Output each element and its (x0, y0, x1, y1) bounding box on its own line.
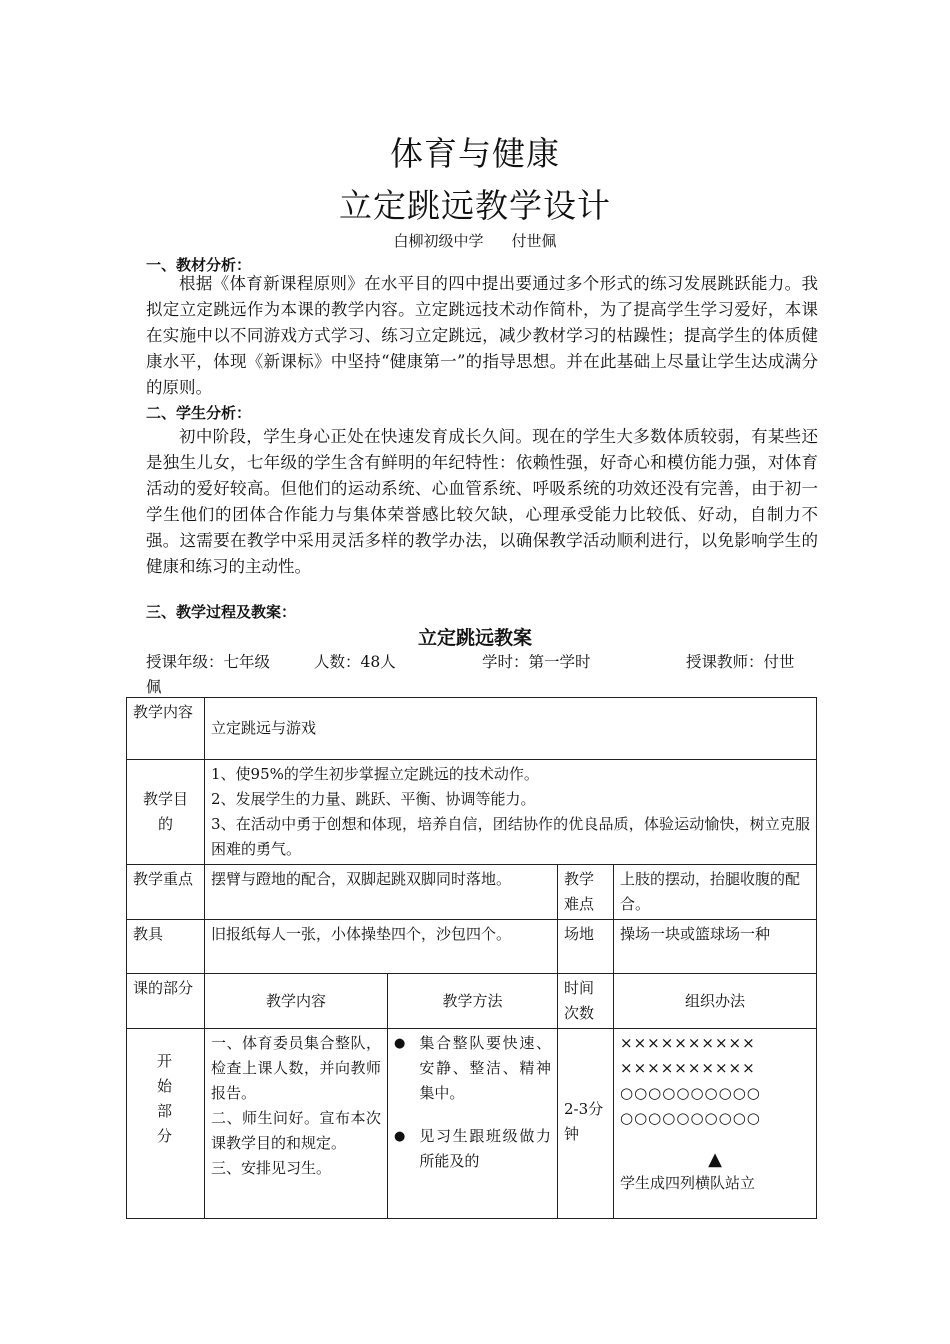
formation-caption: 学生成四列横队站立 (620, 1174, 756, 1192)
row-teaching-goals (127, 760, 817, 865)
lesson-plan-title: 立定跳远教案 (417, 627, 532, 649)
section-2-text: 初中阶段，学生身心正处在快速发育成长久间。现在的学生大多数体质较弱，有某些还是独生儿女，七年级的学生含有鲜明的年纪特性：依赖性强，好奇心和模仿能力强，对体育活动的爱好较高。但他们的运动系统、心血管系统、呼吸系统的功效还没有完善，由于初一学生他们的团体合作能力与集体荣誉感比较欠缺，心理承受能力比较低、好动，自制力不强。这需要在教学中采用灵活多样的教学办法，以确保教学活动顺利进行，以免影响学生的健康和练习的主动性。 (146, 427, 818, 576)
lesson-meta (146, 650, 816, 700)
meta-period: 学时：第一学时 (482, 653, 591, 671)
value-tools: 旧报纸每人一张，小体操垫四个，沙包四个。 (205, 920, 558, 974)
author-line (0, 230, 950, 251)
row-teaching-content (127, 698, 817, 760)
label-tools: 教具 (127, 920, 205, 974)
section-3-heading: 三、教学过程及教案： (146, 603, 297, 621)
goal-2: 2、发展学生的力量、跳跃、平衡、协调等能力。 (211, 790, 536, 808)
value-key-point: 摆臂与蹬地的配合，双脚起跳双脚同时落地。 (205, 865, 558, 920)
row-key-difficulty (127, 865, 817, 920)
title-line-2: 立定跳远教学设计 (339, 186, 611, 225)
meta-grade: 授课年级：七年级 (146, 653, 271, 671)
header-method: 教学方法 (388, 974, 558, 1029)
section-2-heading: 二、学生分析： (146, 404, 252, 422)
row-headers (127, 974, 817, 1029)
start-content-1: 一、体育委员集合整队，检查上课人数，并向教师报告。 (211, 1034, 381, 1102)
goal-3: 3、在活动中勇于创想和体现，培养自信，团结协作的优良品质，体验运动愉快，树立克服困难的勇气。 (211, 815, 811, 858)
start-content (205, 1029, 388, 1219)
bullet-icon: ● (394, 1036, 406, 1051)
value-difficulty: 上肢的摆动，抬腿收腹的配合。 (614, 865, 817, 920)
formation-row-1: ×××××××××× (620, 1034, 756, 1052)
start-content-3: 三、安排见习生。 (211, 1159, 332, 1177)
row-start-section (127, 1029, 817, 1219)
start-part-label: 开始部分 (127, 1029, 205, 1219)
start-methods (388, 1029, 558, 1219)
label-teaching-goals: 教学目的 (127, 760, 205, 865)
meta-student-count: 人数：48人 (314, 653, 396, 671)
author-school: 白柳初级中学 (393, 232, 484, 250)
meta-teacher: 授课教师：付世 (686, 653, 795, 671)
label-venue: 场地 (558, 920, 614, 974)
header-part: 课的部分 (127, 974, 205, 1029)
start-time: 2-3分钟 (558, 1029, 614, 1219)
formation-row-3: ○○○○○○○○○○ (620, 1084, 761, 1102)
label-teaching-content: 教学内容 (127, 698, 205, 760)
section-1-heading: 一、教材分析： (146, 256, 252, 274)
label-key-point: 教学重点 (127, 865, 205, 920)
start-organization (614, 1029, 817, 1219)
formation-row-4: ○○○○○○○○○○ (620, 1109, 761, 1127)
lesson-plan-table (126, 697, 817, 1219)
label-difficulty: 教学难点 (558, 865, 614, 920)
header-time: 时间次数 (558, 974, 614, 1029)
value-venue: 操场一块或篮球场一种 (614, 920, 817, 974)
goal-1: 1、使95%的学生初步掌握立定跳远的技术动作。 (211, 765, 539, 783)
formation-row-2: ×××××××××× (620, 1059, 756, 1077)
title-line-1: 体育与健康 (390, 134, 560, 173)
method-1: ● 集合整队要快速、安静、整洁、精神集中。 (394, 1031, 551, 1106)
section-1-paragraph (146, 271, 818, 401)
value-teaching-goals (205, 760, 817, 865)
row-tools-venue (127, 920, 817, 974)
section-2-paragraph (146, 424, 818, 580)
meta-teacher-cont: 佩 (146, 678, 162, 696)
start-content-2: 二、师生问好。宣布本次课教学目的和规定。 (211, 1109, 381, 1152)
section-1-text: 根据《体育新课程原则》在水平目的四中提出要通过多个形式的练习发展跳跃能力。我拟定立定跳远作为本课的教学内容。立定跳远技术动作简朴，为了提高学生学习爱好，本课在实施中以不同游戏方式学习、练习立定跳远，减少教材学习的枯躁性；提高学生的体质健康水平，体现《新课标》中坚持“健康第一”的指导思想。并在此基础上尽量让学生达成满分的原则。 (146, 274, 818, 397)
method-2: ● 见习生跟班级做力所能及的 (394, 1124, 551, 1174)
header-org: 组织办法 (614, 974, 817, 1029)
teacher-triangle-icon: ▲ (708, 1149, 722, 1170)
author-name: 付世佩 (511, 232, 557, 250)
header-content: 教学内容 (205, 974, 388, 1029)
bullet-icon: ● (394, 1129, 406, 1144)
value-teaching-content: 立定跳远与游戏 (205, 698, 817, 760)
